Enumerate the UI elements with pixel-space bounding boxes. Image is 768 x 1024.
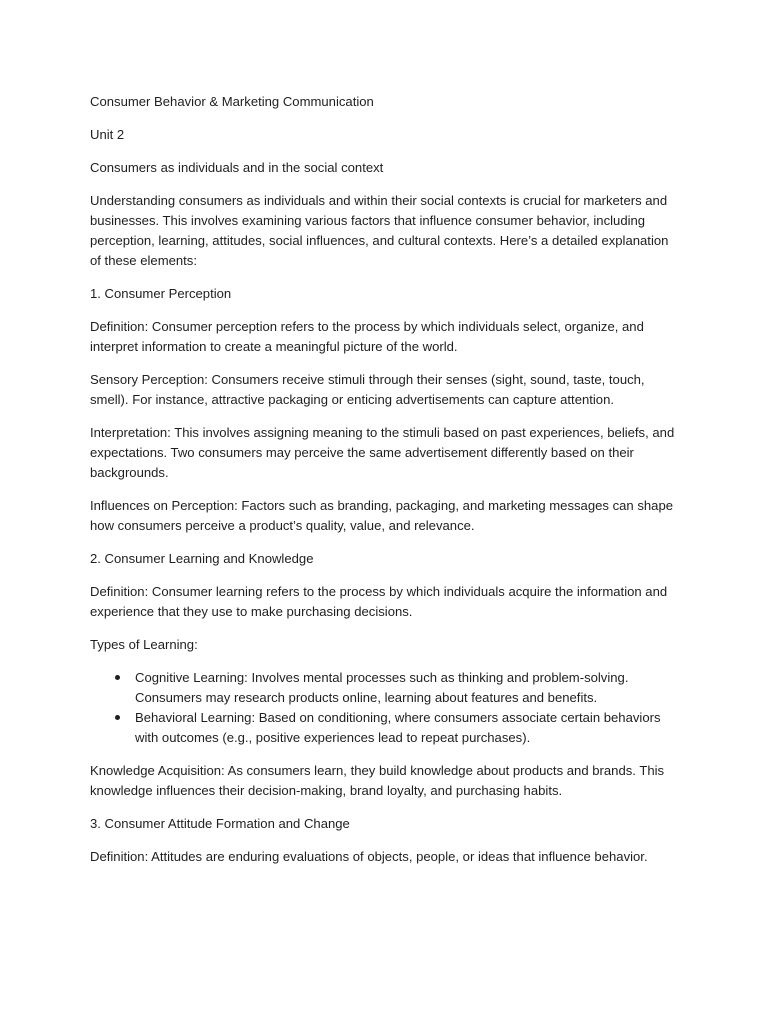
section-2-knowledge-acquisition: Knowledge Acquisition: As consumers learn, they build knowledge about products and brands. This knowledge influences their decision-making, brand loyalty, and purchasing habits. xyxy=(90,763,665,798)
list-item xyxy=(90,708,678,748)
unit-label: Unit 2 xyxy=(90,127,125,142)
document-subtitle: Consumers as individuals and in the social context xyxy=(90,160,384,175)
learning-types-list xyxy=(90,668,678,748)
list-item-text: Behavioral Learning: Based on conditioning, where consumers associate certain behaviors with outcomes (e.g., positive experiences lead to repeat purchases). xyxy=(135,710,661,745)
intro-paragraph: Understanding consumers as individuals and within their social contexts is crucial for marketers and businesses. This involves examining various factors that influence consumer behavior, including perception, learning, attitudes, social influences, and cultural contexts. Here’s a detailed explanation of these elements: xyxy=(90,193,669,268)
section-1-sensory-perception: Sensory Perception: Consumers receive stimuli through their senses (sight, sound, taste, touch, smell). For instance, attractive packaging or enticing advertisements can capture attention. xyxy=(90,372,645,407)
list-item-text: Cognitive Learning: Involves mental processes such as thinking and problem-solving. Consumers may research products online, learning about features and benefits. xyxy=(135,670,629,705)
section-2-heading: 2. Consumer Learning and Knowledge xyxy=(90,551,314,566)
section-3-heading: 3. Consumer Attitude Formation and Change xyxy=(90,816,350,831)
section-3-definition: Definition: Attitudes are enduring evaluations of objects, people, or ideas that influence behavior. xyxy=(90,849,648,864)
section-1-heading: 1. Consumer Perception xyxy=(90,286,232,301)
document-title: Consumer Behavior & Marketing Communication xyxy=(90,94,374,109)
section-1-definition: Definition: Consumer perception refers to the process by which individuals select, organize, and interpret information to create a meaningful picture of the world. xyxy=(90,319,644,354)
section-1-influences: Influences on Perception: Factors such as branding, packaging, and marketing messages can shape how consumers perceive a product’s quality, value, and relevance. xyxy=(90,498,674,533)
section-2-types-label: Types of Learning: xyxy=(90,637,198,652)
section-1-interpretation: Interpretation: This involves assigning meaning to the stimuli based on past experiences, beliefs, and expectations. Two consumers may perceive the same advertisement differently based on their backgrounds. xyxy=(90,425,675,480)
list-item xyxy=(90,668,678,708)
bullet-icon xyxy=(115,715,120,720)
section-2-definition: Definition: Consumer learning refers to the process by which individuals acquire the information and experience that they use to make purchasing decisions. xyxy=(90,584,668,619)
bullet-icon xyxy=(115,675,120,680)
